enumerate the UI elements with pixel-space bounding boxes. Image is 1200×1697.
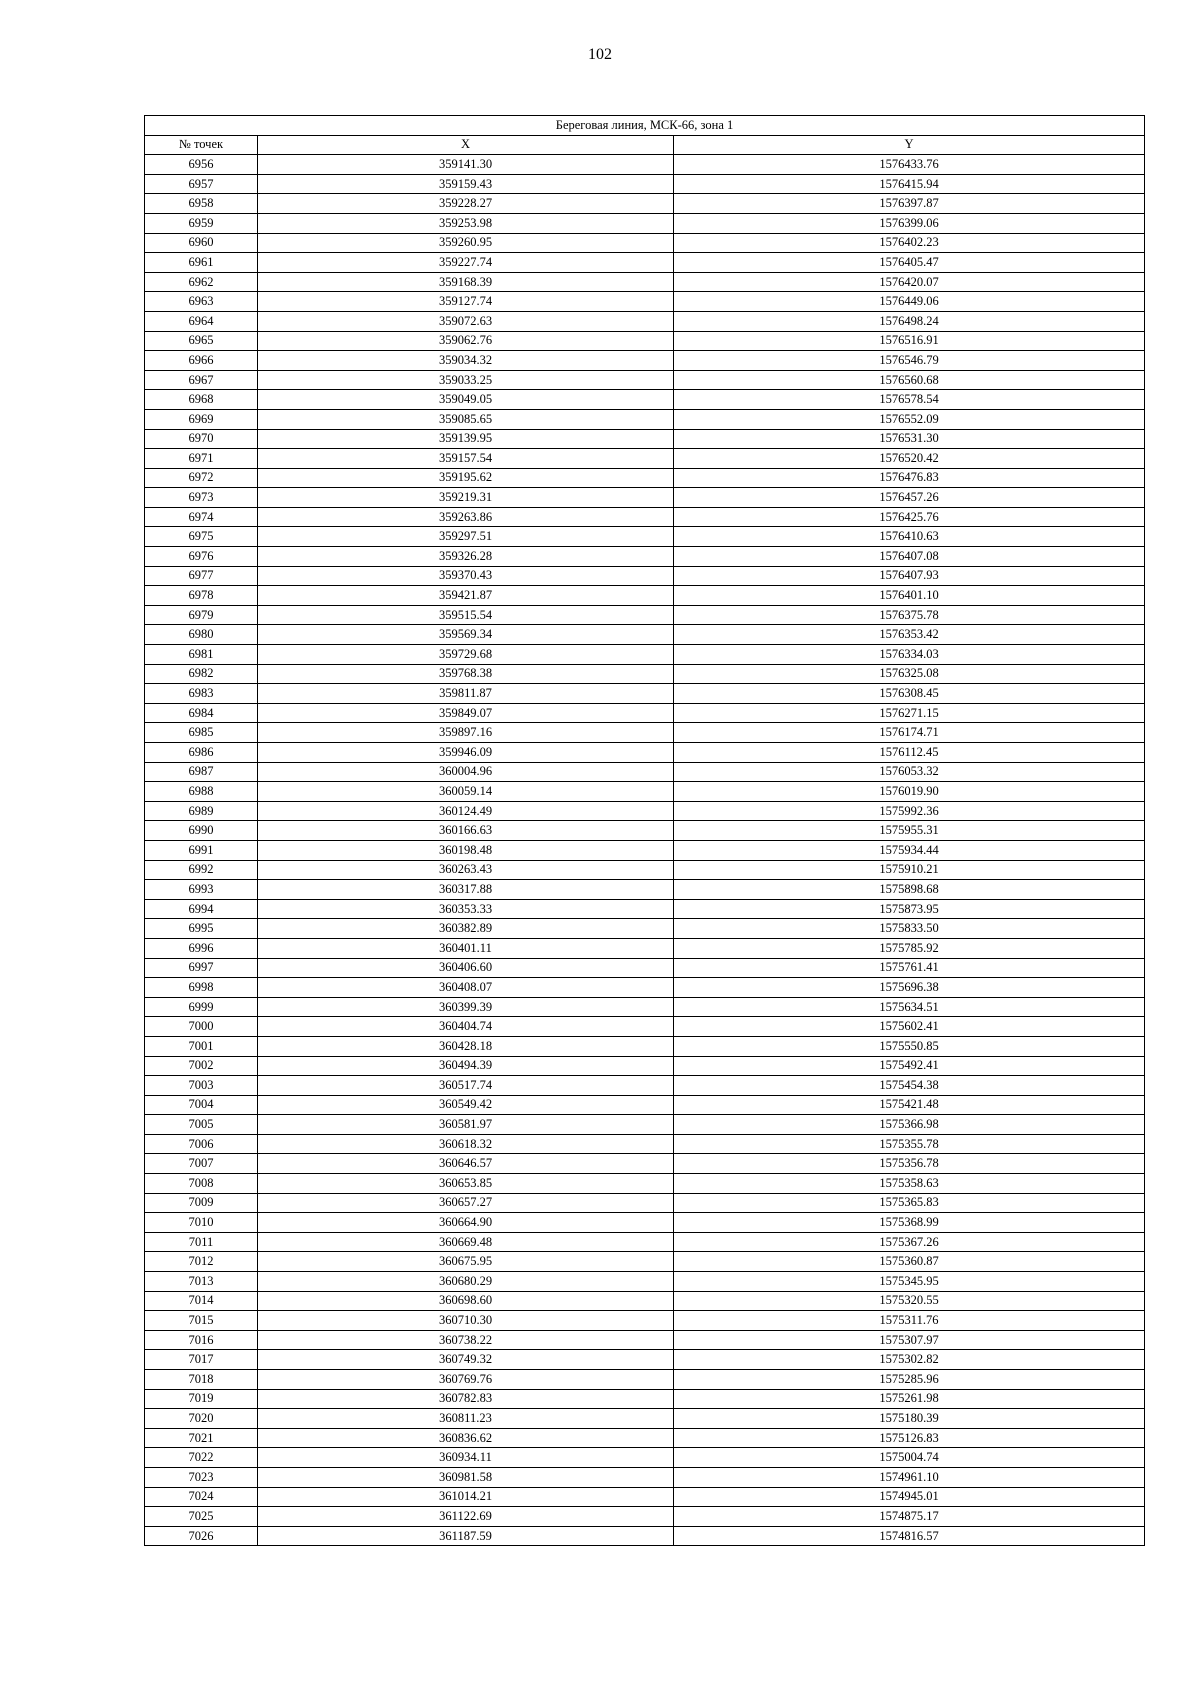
- table-row: [145, 1095, 1145, 1115]
- x-coordinate-cell: 359729.68: [258, 645, 674, 665]
- x-coordinate-cell: 360004.96: [258, 762, 674, 782]
- point-number-cell: 6988: [145, 782, 258, 802]
- x-coordinate-cell: 359033.25: [258, 370, 674, 390]
- x-coordinate-cell: 360517.74: [258, 1076, 674, 1096]
- y-coordinate-cell: 1574816.57: [674, 1526, 1145, 1546]
- y-coordinate-cell: 1576334.03: [674, 645, 1145, 665]
- table-row: [145, 1252, 1145, 1272]
- table-row: [145, 762, 1145, 782]
- table-body: [145, 155, 1145, 1546]
- point-number-cell: 6984: [145, 703, 258, 723]
- y-coordinate-cell: 1575285.96: [674, 1370, 1145, 1390]
- y-coordinate-cell: 1575602.41: [674, 1017, 1145, 1037]
- table-row: [145, 213, 1145, 233]
- point-number-cell: 7022: [145, 1448, 258, 1468]
- column-header-point-number: № точек: [145, 135, 258, 155]
- point-number-cell: 7015: [145, 1311, 258, 1331]
- x-coordinate-cell: 360494.39: [258, 1056, 674, 1076]
- table-row: [145, 1056, 1145, 1076]
- point-number-cell: 7021: [145, 1428, 258, 1448]
- point-number-cell: 7006: [145, 1134, 258, 1154]
- point-number-cell: 6971: [145, 449, 258, 469]
- y-coordinate-cell: 1576353.42: [674, 625, 1145, 645]
- y-coordinate-cell: 1576560.68: [674, 370, 1145, 390]
- point-number-cell: 7026: [145, 1526, 258, 1546]
- point-number-cell: 7019: [145, 1389, 258, 1409]
- x-coordinate-cell: 360675.95: [258, 1252, 674, 1272]
- x-coordinate-cell: 360811.23: [258, 1409, 674, 1429]
- point-number-cell: 7012: [145, 1252, 258, 1272]
- point-number-cell: 6977: [145, 566, 258, 586]
- table-row: [145, 978, 1145, 998]
- point-number-cell: 7003: [145, 1076, 258, 1096]
- table-row: [145, 1467, 1145, 1487]
- x-coordinate-cell: 360981.58: [258, 1467, 674, 1487]
- table-title-row: [145, 116, 1145, 136]
- y-coordinate-cell: 1576415.94: [674, 174, 1145, 194]
- point-number-cell: 6963: [145, 292, 258, 312]
- y-coordinate-cell: 1575302.82: [674, 1350, 1145, 1370]
- y-coordinate-cell: 1576498.24: [674, 311, 1145, 331]
- point-number-cell: 7024: [145, 1487, 258, 1507]
- table-row: [145, 743, 1145, 763]
- table-row: [145, 1115, 1145, 1135]
- table-row: [145, 684, 1145, 704]
- point-number-cell: 6961: [145, 253, 258, 273]
- point-number-cell: 7016: [145, 1330, 258, 1350]
- x-coordinate-cell: 359219.31: [258, 488, 674, 508]
- table-row: [145, 1213, 1145, 1233]
- point-number-cell: 6986: [145, 743, 258, 763]
- point-number-cell: 6957: [145, 174, 258, 194]
- y-coordinate-cell: 1574945.01: [674, 1487, 1145, 1507]
- table-header-row: [145, 135, 1145, 155]
- x-coordinate-cell: 359370.43: [258, 566, 674, 586]
- point-number-cell: 6966: [145, 351, 258, 371]
- point-number-cell: 6967: [145, 370, 258, 390]
- x-coordinate-cell: 360198.48: [258, 840, 674, 860]
- x-coordinate-cell: 359159.43: [258, 174, 674, 194]
- table-row: [145, 703, 1145, 723]
- y-coordinate-cell: 1575785.92: [674, 938, 1145, 958]
- column-header-x: X: [258, 135, 674, 155]
- y-coordinate-cell: 1576407.93: [674, 566, 1145, 586]
- point-number-cell: 6973: [145, 488, 258, 508]
- x-coordinate-cell: 359195.62: [258, 468, 674, 488]
- x-coordinate-cell: 360836.62: [258, 1428, 674, 1448]
- y-coordinate-cell: 1576053.32: [674, 762, 1145, 782]
- table-row: [145, 782, 1145, 802]
- x-coordinate-cell: 359897.16: [258, 723, 674, 743]
- point-number-cell: 7020: [145, 1409, 258, 1429]
- table-row: [145, 1272, 1145, 1292]
- y-coordinate-cell: 1576375.78: [674, 605, 1145, 625]
- table-row: [145, 1017, 1145, 1037]
- table-row: [145, 1428, 1145, 1448]
- table-row: [145, 1526, 1145, 1546]
- y-coordinate-cell: 1576019.90: [674, 782, 1145, 802]
- point-number-cell: 6993: [145, 880, 258, 900]
- point-number-cell: 7002: [145, 1056, 258, 1076]
- y-coordinate-cell: 1576425.76: [674, 507, 1145, 527]
- point-number-cell: 6974: [145, 507, 258, 527]
- table-row: [145, 1311, 1145, 1331]
- x-coordinate-cell: 359569.34: [258, 625, 674, 645]
- point-number-cell: 7007: [145, 1154, 258, 1174]
- table-row: [145, 645, 1145, 665]
- y-coordinate-cell: 1576405.47: [674, 253, 1145, 273]
- y-coordinate-cell: 1576531.30: [674, 429, 1145, 449]
- x-coordinate-cell: 360698.60: [258, 1291, 674, 1311]
- x-coordinate-cell: 360769.76: [258, 1370, 674, 1390]
- table-row: [145, 1330, 1145, 1350]
- y-coordinate-cell: 1576433.76: [674, 155, 1145, 175]
- x-coordinate-cell: 359515.54: [258, 605, 674, 625]
- y-coordinate-cell: 1575366.98: [674, 1115, 1145, 1135]
- table-row: [145, 938, 1145, 958]
- x-coordinate-cell: 359263.86: [258, 507, 674, 527]
- x-coordinate-cell: 359139.95: [258, 429, 674, 449]
- table-row: [145, 155, 1145, 175]
- point-number-cell: 6975: [145, 527, 258, 547]
- table-row: [145, 272, 1145, 292]
- point-number-cell: 6968: [145, 390, 258, 410]
- table-row: [145, 194, 1145, 214]
- x-coordinate-cell: 359946.09: [258, 743, 674, 763]
- y-coordinate-cell: 1574875.17: [674, 1507, 1145, 1527]
- y-coordinate-cell: 1575492.41: [674, 1056, 1145, 1076]
- y-coordinate-cell: 1575761.41: [674, 958, 1145, 978]
- x-coordinate-cell: 360263.43: [258, 860, 674, 880]
- x-coordinate-cell: 360406.60: [258, 958, 674, 978]
- table-row: [145, 488, 1145, 508]
- y-coordinate-cell: 1575126.83: [674, 1428, 1145, 1448]
- point-number-cell: 6982: [145, 664, 258, 684]
- table-row: [145, 625, 1145, 645]
- table-row: [145, 1507, 1145, 1527]
- y-coordinate-cell: 1575261.98: [674, 1389, 1145, 1409]
- point-number-cell: 6991: [145, 840, 258, 860]
- table-row: [145, 1448, 1145, 1468]
- table-row: [145, 723, 1145, 743]
- point-number-cell: 7008: [145, 1174, 258, 1194]
- point-number-cell: 6999: [145, 997, 258, 1017]
- x-coordinate-cell: 359062.76: [258, 331, 674, 351]
- x-coordinate-cell: 360749.32: [258, 1350, 674, 1370]
- table-row: [145, 351, 1145, 371]
- x-coordinate-cell: 359157.54: [258, 449, 674, 469]
- point-number-cell: 6959: [145, 213, 258, 233]
- point-number-cell: 6969: [145, 409, 258, 429]
- table-row: [145, 233, 1145, 253]
- x-coordinate-cell: 360428.18: [258, 1036, 674, 1056]
- y-coordinate-cell: 1575873.95: [674, 899, 1145, 919]
- x-coordinate-cell: 360549.42: [258, 1095, 674, 1115]
- point-number-cell: 6965: [145, 331, 258, 351]
- y-coordinate-cell: 1575356.78: [674, 1154, 1145, 1174]
- x-coordinate-cell: 359127.74: [258, 292, 674, 312]
- point-number-cell: 6976: [145, 547, 258, 567]
- x-coordinate-cell: 360399.39: [258, 997, 674, 1017]
- y-coordinate-cell: 1576407.08: [674, 547, 1145, 567]
- y-coordinate-cell: 1575004.74: [674, 1448, 1145, 1468]
- table-row: [145, 860, 1145, 880]
- y-coordinate-cell: 1576271.15: [674, 703, 1145, 723]
- y-coordinate-cell: 1576401.10: [674, 586, 1145, 606]
- point-number-cell: 6970: [145, 429, 258, 449]
- x-coordinate-cell: 360581.97: [258, 1115, 674, 1135]
- y-coordinate-cell: 1575833.50: [674, 919, 1145, 939]
- x-coordinate-cell: 359811.87: [258, 684, 674, 704]
- y-coordinate-cell: 1575955.31: [674, 821, 1145, 841]
- point-number-cell: 7025: [145, 1507, 258, 1527]
- table-row: [145, 1389, 1145, 1409]
- x-coordinate-cell: 359326.28: [258, 547, 674, 567]
- y-coordinate-cell: 1576457.26: [674, 488, 1145, 508]
- y-coordinate-cell: 1575696.38: [674, 978, 1145, 998]
- point-number-cell: 7013: [145, 1272, 258, 1292]
- y-coordinate-cell: 1576112.45: [674, 743, 1145, 763]
- y-coordinate-cell: 1575307.97: [674, 1330, 1145, 1350]
- y-coordinate-cell: 1576399.06: [674, 213, 1145, 233]
- point-number-cell: 6983: [145, 684, 258, 704]
- point-number-cell: 6998: [145, 978, 258, 998]
- table-row: [145, 664, 1145, 684]
- y-coordinate-cell: 1576308.45: [674, 684, 1145, 704]
- x-coordinate-cell: 359227.74: [258, 253, 674, 273]
- x-coordinate-cell: 360782.83: [258, 1389, 674, 1409]
- point-number-cell: 6981: [145, 645, 258, 665]
- point-number-cell: 6978: [145, 586, 258, 606]
- x-coordinate-cell: 359260.95: [258, 233, 674, 253]
- x-coordinate-cell: 360382.89: [258, 919, 674, 939]
- x-coordinate-cell: 360738.22: [258, 1330, 674, 1350]
- table-title: Береговая линия, МСК-66, зона 1: [145, 116, 1145, 136]
- y-coordinate-cell: 1575355.78: [674, 1134, 1145, 1154]
- y-coordinate-cell: 1575358.63: [674, 1174, 1145, 1194]
- point-number-cell: 7005: [145, 1115, 258, 1135]
- table-row: [145, 331, 1145, 351]
- x-coordinate-cell: 359141.30: [258, 155, 674, 175]
- point-number-cell: 7001: [145, 1036, 258, 1056]
- table-row: [145, 919, 1145, 939]
- point-number-cell: 7000: [145, 1017, 258, 1037]
- table-row: [145, 1409, 1145, 1429]
- x-coordinate-cell: 360664.90: [258, 1213, 674, 1233]
- y-coordinate-cell: 1575345.95: [674, 1272, 1145, 1292]
- table-row: [145, 253, 1145, 273]
- x-coordinate-cell: 360059.14: [258, 782, 674, 802]
- table-row: [145, 566, 1145, 586]
- table-row: [145, 507, 1145, 527]
- point-number-cell: 6996: [145, 938, 258, 958]
- y-coordinate-cell: 1576402.23: [674, 233, 1145, 253]
- point-number-cell: 6980: [145, 625, 258, 645]
- y-coordinate-cell: 1576546.79: [674, 351, 1145, 371]
- x-coordinate-cell: 360680.29: [258, 1272, 674, 1292]
- point-number-cell: 6962: [145, 272, 258, 292]
- point-number-cell: 7017: [145, 1350, 258, 1370]
- x-coordinate-cell: 360646.57: [258, 1154, 674, 1174]
- point-number-cell: 6956: [145, 155, 258, 175]
- x-coordinate-cell: 359849.07: [258, 703, 674, 723]
- point-number-cell: 6997: [145, 958, 258, 978]
- x-coordinate-cell: 359072.63: [258, 311, 674, 331]
- y-coordinate-cell: 1575898.68: [674, 880, 1145, 900]
- x-coordinate-cell: 359421.87: [258, 586, 674, 606]
- table-row: [145, 1154, 1145, 1174]
- x-coordinate-cell: 359228.27: [258, 194, 674, 214]
- y-coordinate-cell: 1575365.83: [674, 1193, 1145, 1213]
- table-row: [145, 1487, 1145, 1507]
- point-number-cell: 6964: [145, 311, 258, 331]
- x-coordinate-cell: 360710.30: [258, 1311, 674, 1331]
- y-coordinate-cell: 1576410.63: [674, 527, 1145, 547]
- point-number-cell: 6972: [145, 468, 258, 488]
- x-coordinate-cell: 361014.21: [258, 1487, 674, 1507]
- y-coordinate-cell: 1576476.83: [674, 468, 1145, 488]
- x-coordinate-cell: 360408.07: [258, 978, 674, 998]
- table-row: [145, 390, 1145, 410]
- point-number-cell: 6987: [145, 762, 258, 782]
- x-coordinate-cell: 360166.63: [258, 821, 674, 841]
- point-number-cell: 6989: [145, 801, 258, 821]
- y-coordinate-cell: 1575367.26: [674, 1232, 1145, 1252]
- y-coordinate-cell: 1576397.87: [674, 194, 1145, 214]
- table-row: [145, 1134, 1145, 1154]
- column-header-y: Y: [674, 135, 1145, 155]
- x-coordinate-cell: 360653.85: [258, 1174, 674, 1194]
- y-coordinate-cell: 1576449.06: [674, 292, 1145, 312]
- x-coordinate-cell: 360618.32: [258, 1134, 674, 1154]
- y-coordinate-cell: 1576520.42: [674, 449, 1145, 469]
- table-row: [145, 1193, 1145, 1213]
- table-row: [145, 311, 1145, 331]
- page-number: 102: [588, 46, 612, 63]
- point-number-cell: 6960: [145, 233, 258, 253]
- coordinates-table: [144, 115, 1145, 1546]
- x-coordinate-cell: 359168.39: [258, 272, 674, 292]
- y-coordinate-cell: 1575320.55: [674, 1291, 1145, 1311]
- x-coordinate-cell: 360669.48: [258, 1232, 674, 1252]
- x-coordinate-cell: 359297.51: [258, 527, 674, 547]
- x-coordinate-cell: 360353.33: [258, 899, 674, 919]
- table-row: [145, 958, 1145, 978]
- table-row: [145, 1370, 1145, 1390]
- point-number-cell: 6995: [145, 919, 258, 939]
- x-coordinate-cell: 360124.49: [258, 801, 674, 821]
- x-coordinate-cell: 360317.88: [258, 880, 674, 900]
- y-coordinate-cell: 1576552.09: [674, 409, 1145, 429]
- table-row: [145, 174, 1145, 194]
- point-number-cell: 7023: [145, 1467, 258, 1487]
- table-row: [145, 1036, 1145, 1056]
- table-row: [145, 1350, 1145, 1370]
- table-row: [145, 370, 1145, 390]
- point-number-cell: 6990: [145, 821, 258, 841]
- table-row: [145, 605, 1145, 625]
- y-coordinate-cell: 1576174.71: [674, 723, 1145, 743]
- table-row: [145, 821, 1145, 841]
- y-coordinate-cell: 1575910.21: [674, 860, 1145, 880]
- x-coordinate-cell: 359085.65: [258, 409, 674, 429]
- y-coordinate-cell: 1576578.54: [674, 390, 1145, 410]
- y-coordinate-cell: 1575368.99: [674, 1213, 1145, 1233]
- table-row: [145, 1232, 1145, 1252]
- table-row: [145, 840, 1145, 860]
- table-row: [145, 292, 1145, 312]
- table-row: [145, 468, 1145, 488]
- table-row: [145, 586, 1145, 606]
- point-number-cell: 7010: [145, 1213, 258, 1233]
- x-coordinate-cell: 360401.11: [258, 938, 674, 958]
- table-row: [145, 547, 1145, 567]
- point-number-cell: 7011: [145, 1232, 258, 1252]
- table-row: [145, 1076, 1145, 1096]
- y-coordinate-cell: 1575934.44: [674, 840, 1145, 860]
- y-coordinate-cell: 1575550.85: [674, 1036, 1145, 1056]
- table-row: [145, 429, 1145, 449]
- table-row: [145, 801, 1145, 821]
- x-coordinate-cell: 359034.32: [258, 351, 674, 371]
- y-coordinate-cell: 1575311.76: [674, 1311, 1145, 1331]
- x-coordinate-cell: 359768.38: [258, 664, 674, 684]
- table-row: [145, 1291, 1145, 1311]
- point-number-cell: 6992: [145, 860, 258, 880]
- y-coordinate-cell: 1575360.87: [674, 1252, 1145, 1272]
- point-number-cell: 6985: [145, 723, 258, 743]
- table-row: [145, 997, 1145, 1017]
- x-coordinate-cell: 359049.05: [258, 390, 674, 410]
- table-row: [145, 527, 1145, 547]
- x-coordinate-cell: 359253.98: [258, 213, 674, 233]
- point-number-cell: 6958: [145, 194, 258, 214]
- x-coordinate-cell: 360404.74: [258, 1017, 674, 1037]
- point-number-cell: 7009: [145, 1193, 258, 1213]
- y-coordinate-cell: 1575421.48: [674, 1095, 1145, 1115]
- x-coordinate-cell: 360657.27: [258, 1193, 674, 1213]
- point-number-cell: 6994: [145, 899, 258, 919]
- point-number-cell: 7018: [145, 1370, 258, 1390]
- y-coordinate-cell: 1576420.07: [674, 272, 1145, 292]
- point-number-cell: 7014: [145, 1291, 258, 1311]
- y-coordinate-cell: 1576516.91: [674, 331, 1145, 351]
- y-coordinate-cell: 1575634.51: [674, 997, 1145, 1017]
- y-coordinate-cell: 1575180.39: [674, 1409, 1145, 1429]
- y-coordinate-cell: 1575992.36: [674, 801, 1145, 821]
- y-coordinate-cell: 1575454.38: [674, 1076, 1145, 1096]
- y-coordinate-cell: 1576325.08: [674, 664, 1145, 684]
- x-coordinate-cell: 361187.59: [258, 1526, 674, 1546]
- table-row: [145, 409, 1145, 429]
- y-coordinate-cell: 1574961.10: [674, 1467, 1145, 1487]
- table-row: [145, 899, 1145, 919]
- point-number-cell: 6979: [145, 605, 258, 625]
- table-row: [145, 1174, 1145, 1194]
- table-row: [145, 880, 1145, 900]
- point-number-cell: 7004: [145, 1095, 258, 1115]
- table-row: [145, 449, 1145, 469]
- x-coordinate-cell: 360934.11: [258, 1448, 674, 1468]
- x-coordinate-cell: 361122.69: [258, 1507, 674, 1527]
